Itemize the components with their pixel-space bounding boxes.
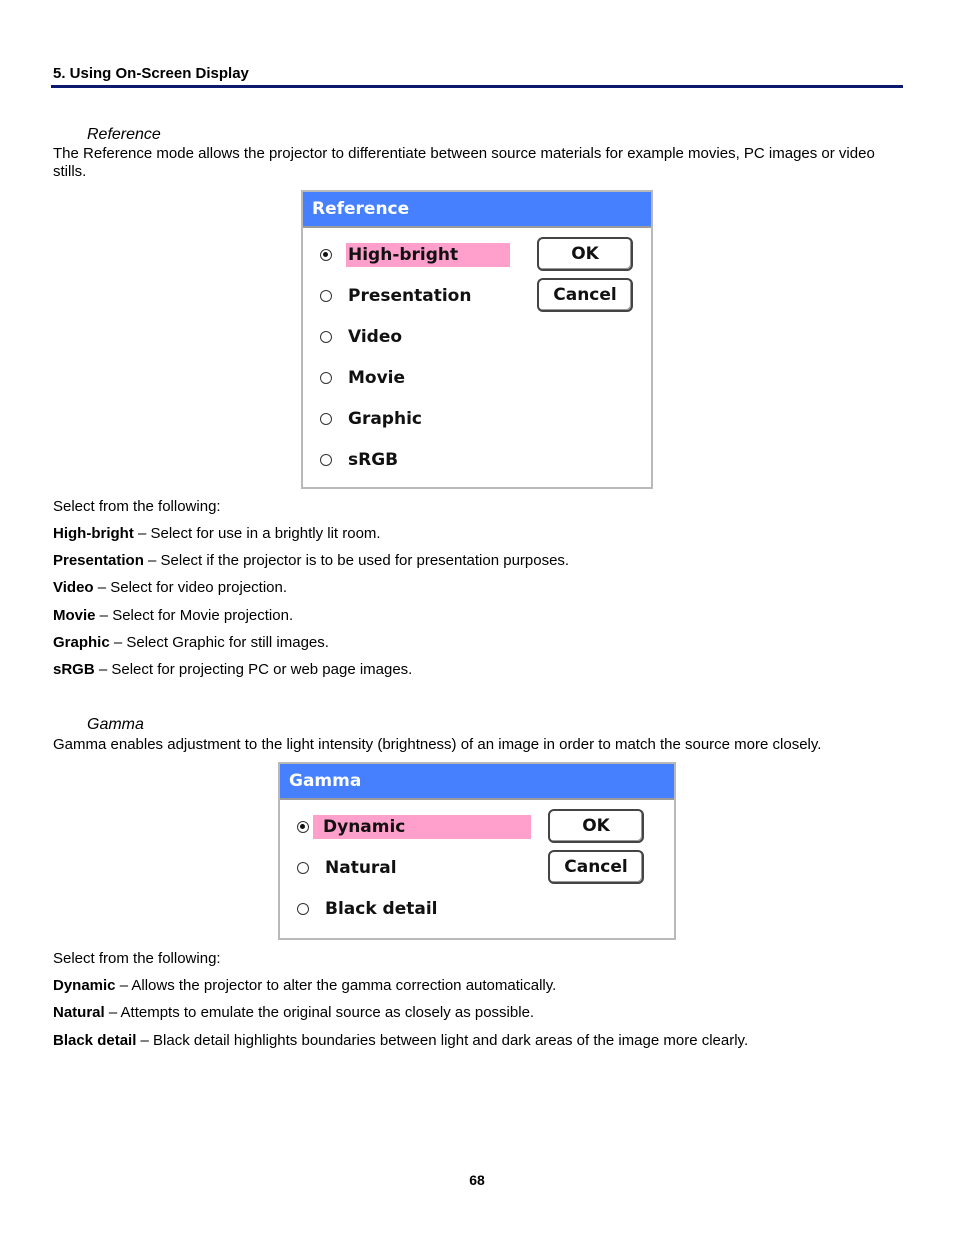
reference-select-intro: Select from the following:: [53, 498, 221, 515]
gamma-dialog-body: [280, 798, 674, 938]
header-divider: [51, 85, 903, 88]
gamma-desc-black-detail: Black detail – Black detail highlights boundaries between light and dark areas of the image more clearly.: [53, 1032, 749, 1049]
radio-icon: [320, 454, 332, 466]
reference-option-high-bright-label[interactable]: High-bright: [346, 243, 510, 267]
reference-option-srgb[interactable]: [320, 448, 332, 472]
reference-option-presentation-label[interactable]: Presentation: [348, 286, 472, 306]
reference-dialog-title: Reference: [303, 192, 651, 226]
gamma-option-dynamic-label[interactable]: Dynamic: [313, 815, 531, 839]
radio-selected-icon: [320, 249, 332, 261]
reference-option-movie[interactable]: [320, 366, 332, 390]
reference-intro: The Reference mode allows the projector to differentiate between source materials for example movies, PC images or video stills.: [53, 145, 875, 180]
gamma-option-natural[interactable]: [297, 856, 309, 880]
gamma-dialog: [278, 762, 676, 940]
radio-icon: [320, 413, 332, 425]
reference-option-srgb-label[interactable]: sRGB: [348, 450, 399, 470]
reference-option-graphic-label[interactable]: Graphic: [348, 409, 422, 429]
reference-dialog: [301, 190, 653, 489]
radio-icon: [297, 903, 309, 915]
radio-icon: [297, 862, 309, 874]
radio-selected-icon: [297, 821, 309, 833]
reference-option-presentation[interactable]: [320, 284, 332, 308]
reference-desc-high-bright: High-bright – Select for use in a brightly lit room.: [53, 525, 381, 542]
gamma-cancel-button[interactable]: Cancel: [548, 850, 644, 884]
gamma-option-black-detail-label[interactable]: Black detail: [325, 899, 438, 919]
radio-icon: [320, 331, 332, 343]
gamma-option-black-detail[interactable]: [297, 897, 309, 921]
reference-desc-video: Video – Select for video projection.: [53, 579, 288, 596]
reference-option-video[interactable]: [320, 325, 332, 349]
radio-icon: [320, 372, 332, 384]
gamma-desc-dynamic: Dynamic – Allows the projector to alter the gamma correction automatically.: [53, 977, 557, 994]
reference-option-high-bright[interactable]: [320, 243, 332, 267]
reference-option-video-label[interactable]: Video: [348, 327, 403, 347]
gamma-desc-natural: Natural – Attempts to emulate the original source as closely as possible.: [53, 1004, 535, 1021]
gamma-option-dynamic[interactable]: [297, 815, 309, 839]
reference-option-movie-label[interactable]: Movie: [348, 368, 406, 388]
reference-cancel-button[interactable]: Cancel: [537, 278, 633, 312]
reference-option-graphic[interactable]: [320, 407, 332, 431]
page-number: 68: [469, 1172, 485, 1188]
gamma-intro: Gamma enables adjustment to the light intensity (brightness) of an image in order to match the source more closely.: [53, 736, 822, 753]
gamma-select-intro: Select from the following:: [53, 950, 221, 967]
gamma-dialog-title: Gamma: [280, 764, 674, 798]
reference-ok-button[interactable]: OK: [537, 237, 633, 271]
gamma-heading: Gamma: [87, 716, 144, 733]
reference-dialog-body: [303, 226, 651, 487]
reference-desc-movie: Movie – Select for Movie projection.: [53, 607, 294, 624]
radio-icon: [320, 290, 332, 302]
reference-desc-graphic: Graphic – Select Graphic for still images.: [53, 634, 329, 651]
reference-desc-presentation: Presentation – Select if the projector is to be used for presentation purposes.: [53, 552, 570, 569]
gamma-option-natural-label[interactable]: Natural: [325, 858, 397, 878]
reference-heading: Reference: [87, 126, 161, 143]
section-header-title: 5. Using On-Screen Display: [53, 65, 249, 82]
gamma-ok-button[interactable]: OK: [548, 809, 644, 843]
reference-desc-srgb: sRGB – Select for projecting PC or web page images.: [53, 661, 413, 678]
